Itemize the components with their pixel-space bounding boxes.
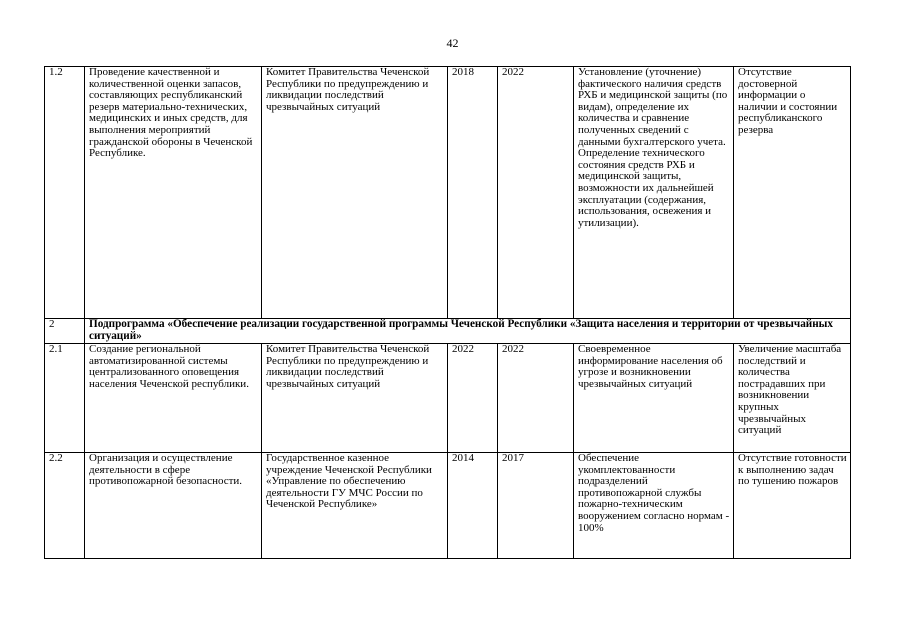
end-year: 2017	[498, 453, 574, 559]
executor-name: Комитет Правительства Чеченской Республики по предупреждению и ликвидации последствий чрезвычайных ситуаций	[262, 67, 448, 319]
expected-result: Своевременное информирование населения об угрозе и возникновении чрезвычайных ситуаций	[574, 344, 734, 453]
end-year: 2022	[498, 344, 574, 453]
executor-name: Государственное казенное учреждение Чеченской Республики «Управление по обеспечению деятельности ГУ МЧС России по Чеченской Республике»	[262, 453, 448, 559]
event-name: Создание региональной автоматизированной системы централизованного оповещения населения Чеченской республики.	[85, 344, 262, 453]
event-name: Проведение качественной и количественной оценки запасов, составляющих республиканский резерв материально-технических, медицинских и иных средств, для выполнения мероприятий гражданской обороны в Чеченской Республике.	[85, 67, 262, 319]
table-row	[45, 344, 851, 453]
subprogram-row	[45, 319, 851, 344]
non-implementation-consequence: Увеличение масштаба последствий и количества пострадавших при возникновении крупных чрезвычайных ситуаций	[734, 344, 851, 453]
row-number: 1.2	[45, 67, 85, 319]
end-year: 2022	[498, 67, 574, 319]
non-implementation-consequence: Отсутствие достоверной информации о наличии и состоянии республиканского резерва	[734, 67, 851, 319]
row-number: 2.2	[45, 453, 85, 559]
start-year: 2018	[448, 67, 498, 319]
table-row	[45, 453, 851, 559]
table-row	[45, 67, 851, 319]
page-number: 42	[446, 36, 459, 50]
start-year: 2014	[448, 453, 498, 559]
expected-result: Обеспечение укомплектованности подразделений противопожарной службы пожарно-техническим вооружением согласно нормам - 100%	[574, 453, 734, 559]
row-number: 2.1	[45, 344, 85, 453]
measures-table	[44, 66, 851, 559]
executor-name: Комитет Правительства Чеченской Республики по предупреждению и ликвидации последствий чрезвычайных ситуаций	[262, 344, 448, 453]
subprogram-title: Подпрограмма «Обеспечение реализации государственной программы Чеченской Республики «Защита населения и территории от чрезвычайных ситуаций»	[85, 319, 851, 344]
expected-result: Установление (уточнение) фактического наличия средств РХБ и медицинской защиты (по видам), определение их количества и сравнение полученных сведений с данными бухгалтерского учета. Определение технического состояния средств РХБ и медицинской защиты, возможности их дальнейшей эксплуатации (содержания, использования, освежения и утилизации).	[574, 67, 734, 319]
start-year: 2022	[448, 344, 498, 453]
event-name: Организация и осуществление деятельности в сфере противопожарной безопасности.	[85, 453, 262, 559]
non-implementation-consequence: Отсутствие готовности к выполнению задач по тушению пожаров	[734, 453, 851, 559]
row-number: 2	[45, 319, 85, 344]
